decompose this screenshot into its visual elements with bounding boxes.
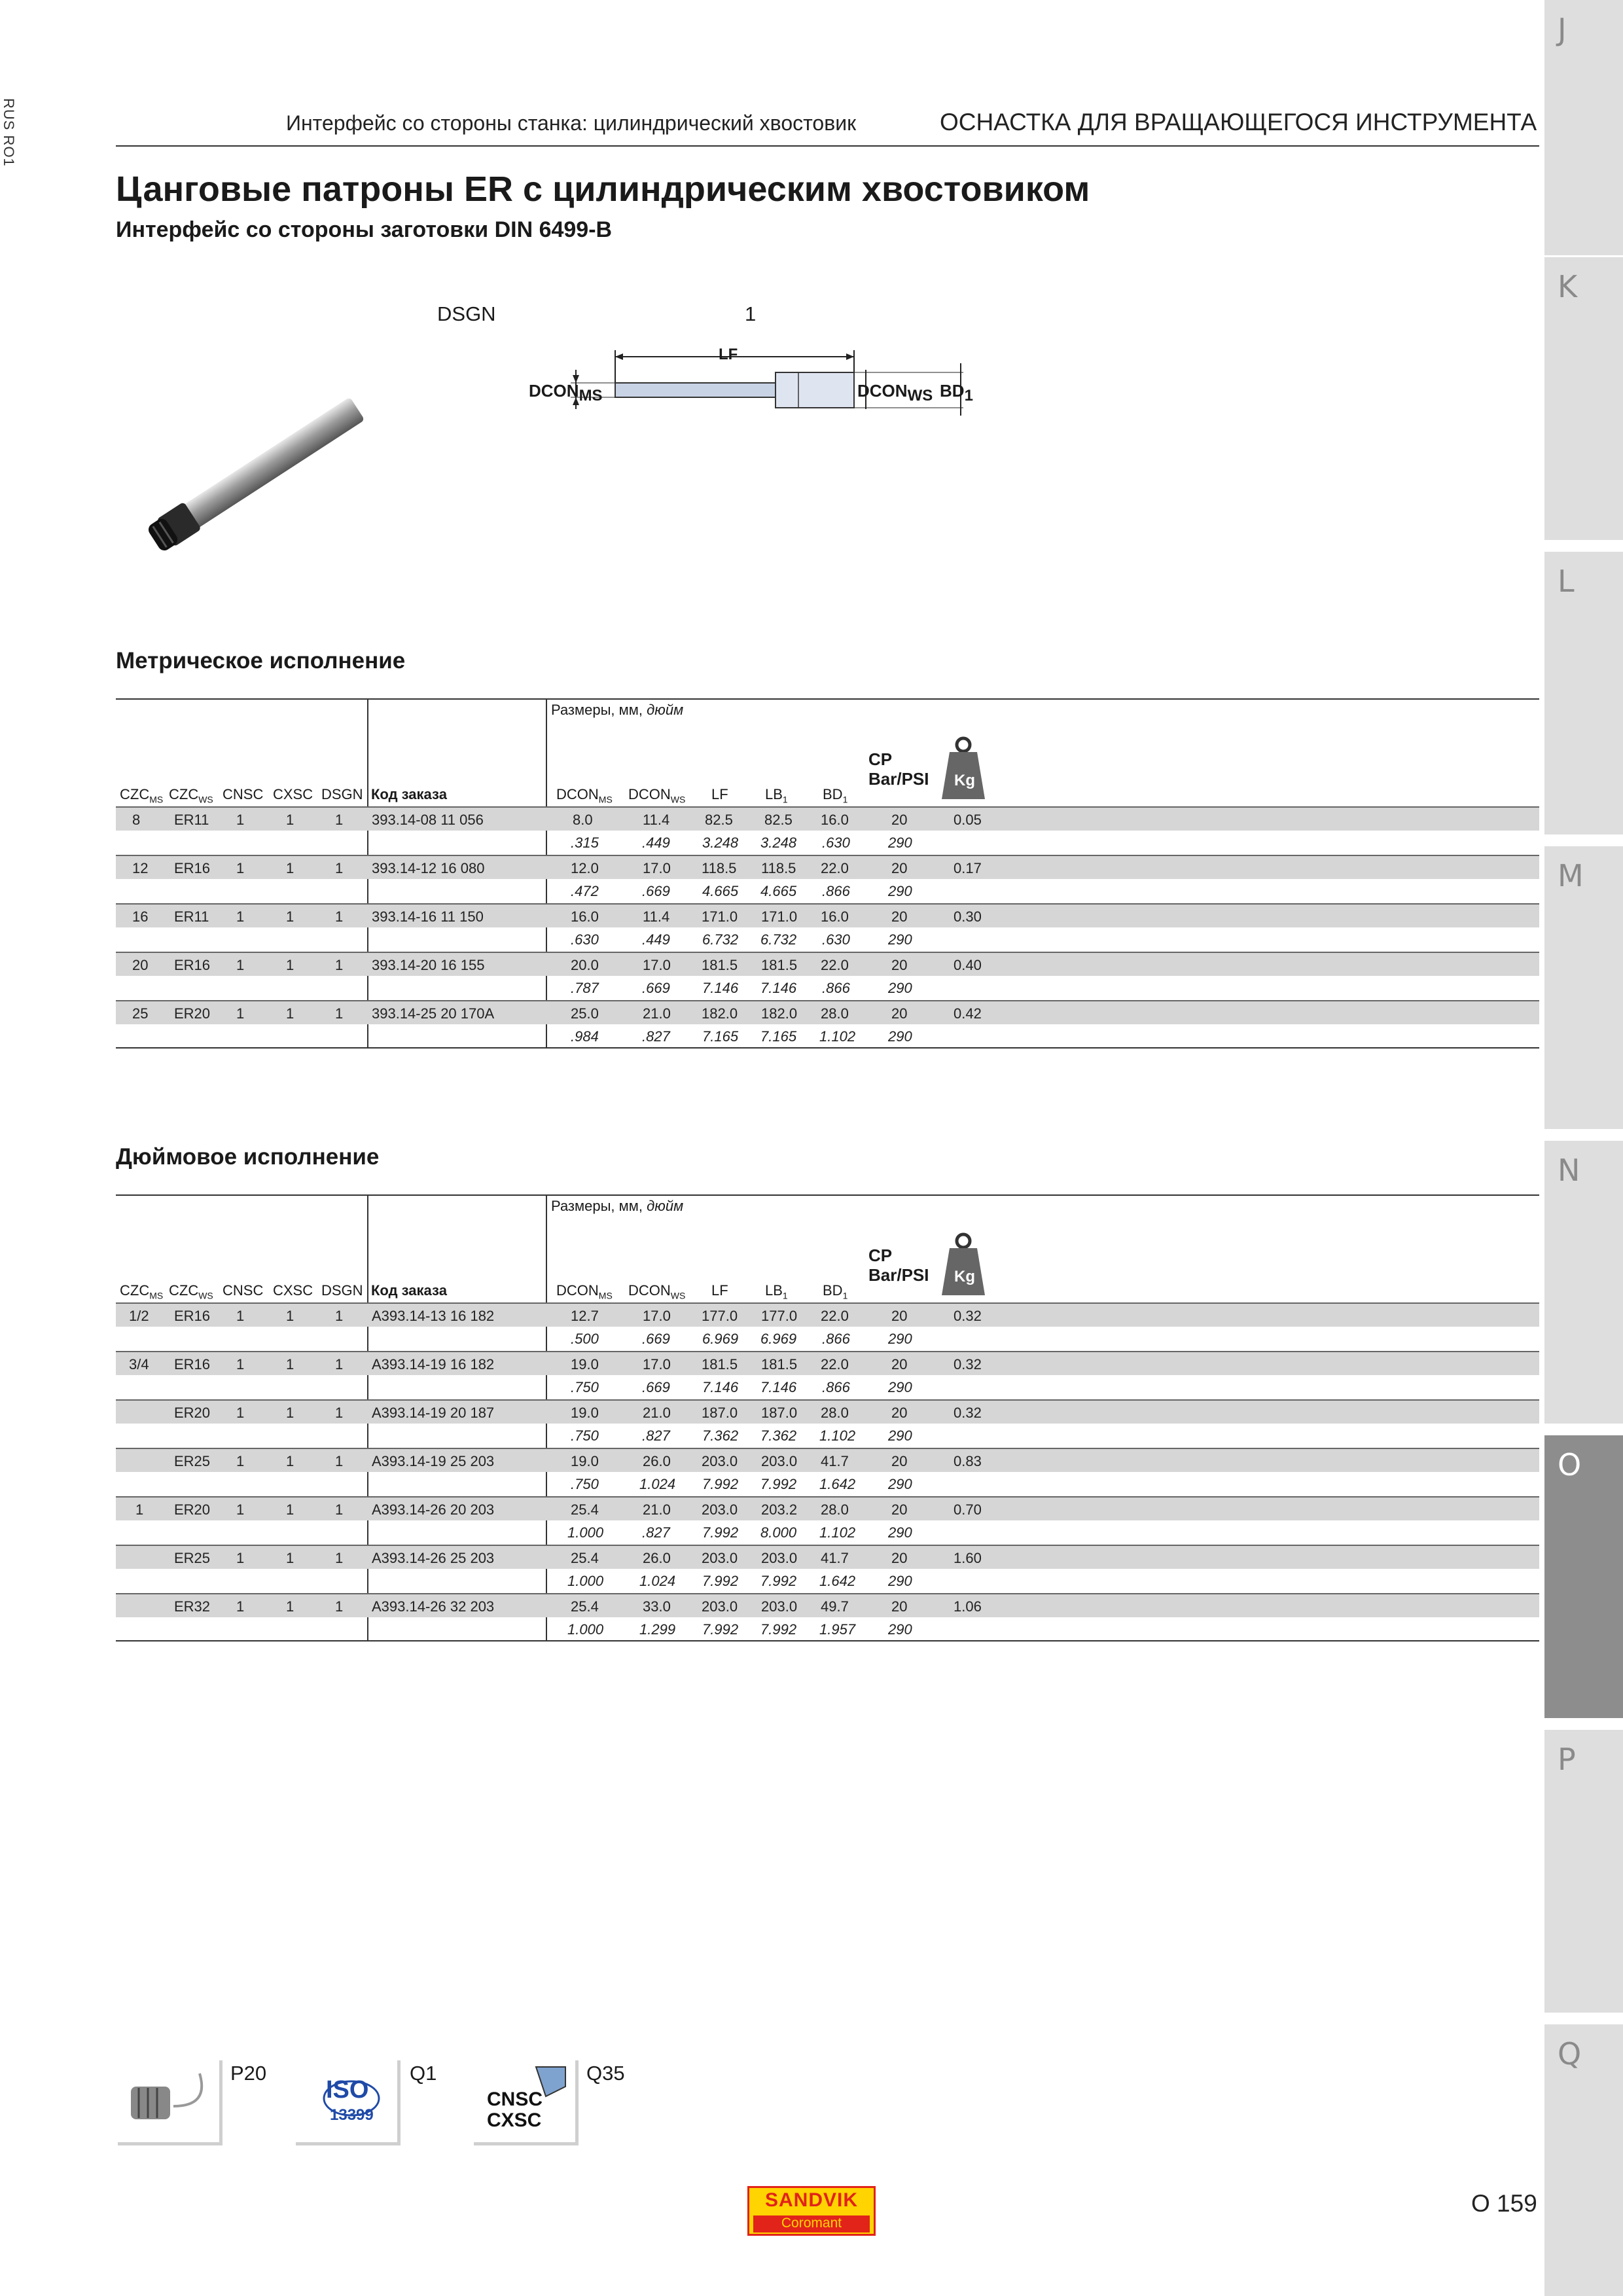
collet-icon[interactable] (118, 2060, 223, 2145)
inch-row-imperial: 1.000 1.024 7.992 7.992 1.642 290 (567, 1573, 912, 1589)
hdr-lb: $LB_1$ (765, 1282, 788, 1301)
metric-row-inch: .315 .449 3.248 3.248 .630 290 (571, 834, 912, 851)
metric-row-inch: .472 .669 4.665 4.665 .866 290 (571, 883, 912, 899)
sidebar-tab-p[interactable]: P (1544, 1730, 1623, 2013)
page-number: O 159 (1471, 2190, 1537, 2217)
running-header-left: Интерфейс со стороны станка: цилиндрический хвостовик (286, 111, 857, 135)
inch-table (116, 1194, 1539, 1641)
metric-row-inch: .984 .827 7.165 7.165 1.102 290 (116, 1024, 1539, 1049)
hdr-lf: LF (711, 786, 728, 802)
ref-p20[interactable]: P20 (230, 2062, 267, 2085)
dims-caption: Размеры, мм, дюйм (551, 1198, 684, 1214)
drawing-dconws-label: $DCON_{WS}$ (857, 381, 933, 405)
sidebar-tab-m[interactable]: M (1544, 846, 1623, 1129)
cnsc-cxsc-icon[interactable]: CNSC CXSC (474, 2060, 579, 2145)
dsgn-label: DSGN (437, 302, 496, 325)
header-rule (116, 145, 1539, 147)
hdr-cnsc: CNSC (223, 786, 264, 802)
inch-row-imperial: .750 1.024 7.992 7.992 1.642 290 (571, 1476, 912, 1492)
metric-row: 12 ER16 1 1 1 393.14-12 16 080 12.0 17.0 118.5 118.5 22.0 20 0.17 (116, 855, 1539, 879)
hdr-cxsc: CXSC (273, 786, 313, 802)
hdr-dconws: $DCON_{WS}$ (628, 1282, 686, 1301)
metric-section-title: Метрическое исполнение (116, 648, 406, 673)
hdr-kg: Kg (954, 772, 975, 789)
metric-row-inch: .787 .669 7.146 7.146 .866 290 (571, 980, 912, 996)
running-header-right: ОСНАСТКА ДЛЯ ВРАЩАЮЩЕГОСЯ ИНСТРУМЕНТА (940, 109, 1537, 135)
inch-section-title: Дюймовое исполнение (116, 1144, 380, 1170)
hdr-code: Код заказа (371, 1282, 447, 1299)
hdr-kg: Kg (954, 1268, 975, 1285)
dims-caption: Размеры, мм, дюйм (551, 702, 684, 718)
drawing-bd-label: $BD_1$ (940, 381, 973, 405)
inch-row-imperial: 1.000 .827 7.992 8.000 1.102 290 (567, 1524, 912, 1541)
inch-row: ER32 1 1 1 A393.14-26 32 203 25.4 33.0 203.0 203.0 49.7 20 1.06 (116, 1593, 1539, 1617)
page-subtitle: Интерфейс со стороны заготовки DIN 6499-B (116, 217, 613, 242)
drawing-lf-label: LF (719, 346, 738, 363)
ref-q35[interactable]: Q35 (586, 2062, 625, 2085)
hdr-dconms: $DCON_{MS}$ (556, 786, 613, 805)
hdr-dconws: $DCON_{WS}$ (628, 786, 686, 805)
hdr-dsgn: DSGN (321, 1282, 363, 1299)
inch-row-imperial: .750 .669 7.146 7.146 .866 290 (571, 1379, 912, 1395)
metric-row: 25 ER20 1 1 1 393.14-25 20 170A 25.0 21.0 182.0 182.0 28.0 20 0.42 (116, 1000, 1539, 1024)
hdr-czcms: $CZC_{MS}$ (120, 1282, 164, 1301)
inch-row: ER25 1 1 1 A393.14-26 25 203 25.4 26.0 203.0 203.0 41.7 20 1.60 (116, 1545, 1539, 1569)
metric-row-inch: .630 .449 6.732 6.732 .630 290 (571, 931, 912, 948)
hdr-cp: CP Bar/PSI (868, 749, 929, 789)
inch-row-imperial: .500 .669 6.969 6.969 .866 290 (571, 1331, 912, 1347)
sidebar-tab-k[interactable]: K (1544, 257, 1623, 540)
hdr-cxsc: CXSC (273, 1282, 313, 1299)
metric-row: 16 ER11 1 1 1 393.14-16 11 150 16.0 11.4 171.0 171.0 16.0 20 0.30 (116, 903, 1539, 927)
ref-q1[interactable]: Q1 (410, 2062, 437, 2085)
sidebar-tab-l[interactable]: L (1544, 552, 1623, 834)
hdr-code: Код заказа (371, 786, 447, 802)
product-photo (121, 389, 383, 563)
sidebar-tab-o[interactable]: O (1544, 1435, 1623, 1718)
weight-icon (940, 735, 986, 804)
dsgn-value: 1 (745, 302, 757, 325)
inch-row: ER25 1 1 1 A393.14-19 25 203 19.0 26.0 203.0 203.0 41.7 20 0.83 (116, 1448, 1539, 1472)
hdr-cnsc: CNSC (223, 1282, 264, 1299)
sidebar-tab-n[interactable]: N (1544, 1141, 1623, 1424)
weight-icon (940, 1231, 986, 1300)
sidebar-tab-q[interactable]: Q (1544, 2024, 1623, 2296)
hdr-lb: $LB_1$ (765, 786, 788, 805)
inch-row-imperial: .750 .827 7.362 7.362 1.102 290 (571, 1427, 912, 1444)
hdr-lf: LF (711, 1282, 728, 1299)
page-title: Цанговые патроны ER с цилиндрическим хвостовиком (116, 170, 1090, 209)
metric-row: 20 ER16 1 1 1 393.14-20 16 155 20.0 17.0 181.5 181.5 22.0 20 0.40 (116, 952, 1539, 976)
metric-row: 8 ER11 1 1 1 393.14-08 11 056 8.0 11.4 82.5 82.5 16.0 20 0.05 (116, 806, 1539, 831)
inch-row: 1 ER20 1 1 1 A393.14-26 20 203 25.4 21.0 203.0 203.2 28.0 20 0.70 (116, 1496, 1539, 1520)
hdr-czcws: $CZC_{WS}$ (169, 1282, 213, 1301)
iso-13399-icon[interactable]: ISO 13399 (296, 2060, 401, 2145)
hdr-bd: $BD_1$ (823, 1282, 848, 1301)
inch-row-imperial: 1.000 1.299 7.992 7.992 1.957 290 (116, 1617, 1539, 1641)
hdr-czcms: $CZC_{MS}$ (120, 786, 164, 805)
inch-row: 1/2 ER16 1 1 1 A393.14-13 16 182 12.7 17.0 177.0 177.0 22.0 20 0.32 (116, 1302, 1539, 1327)
drawing-dconms-label: $DCON_{MS}$ (529, 381, 603, 405)
hdr-dconms: $DCON_{MS}$ (556, 1282, 613, 1301)
hdr-bd: $BD_1$ (823, 786, 848, 805)
side-language-label: RUS RO1 (1, 98, 17, 167)
inch-row: 3/4 ER16 1 1 1 A393.14-19 16 182 19.0 17.0 181.5 181.5 22.0 20 0.32 (116, 1351, 1539, 1375)
hdr-czcws: $CZC_{WS}$ (169, 786, 213, 805)
metric-table (116, 698, 1539, 1049)
sandvik-logo: SANDVIK Coromant (747, 2186, 876, 2236)
inch-row: ER20 1 1 1 A393.14-19 20 187 19.0 21.0 187.0 187.0 28.0 20 0.32 (116, 1399, 1539, 1424)
hdr-dsgn: DSGN (321, 786, 363, 802)
sidebar-tab-j[interactable]: J (1544, 0, 1623, 255)
hdr-cp: CP Bar/PSI (868, 1246, 929, 1285)
